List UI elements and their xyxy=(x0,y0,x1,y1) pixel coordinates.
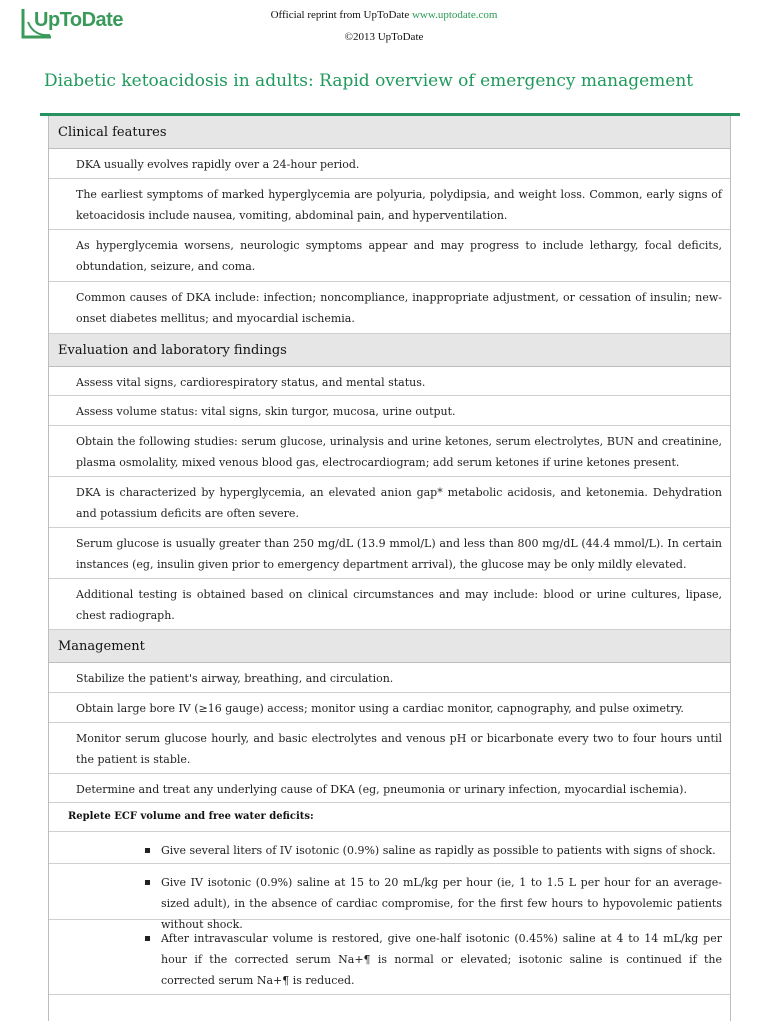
section-header-clinical: Clinical features xyxy=(49,116,730,149)
table-row: Serum glucose is usually greater than 250 mg/dL (13.9 mmol/L) and less than 800 mg/dL (44.4 mmol/L). In certain instances (eg, insulin given prior to emergency department arrival), the glucose may be only mildly elevated. xyxy=(49,528,730,579)
reprint-line xyxy=(0,9,768,21)
table-row: Monitor serum glucose hourly, and basic electrolytes and venous pH or bicarbonate every two to four hours until the patient is stable. xyxy=(49,723,730,774)
bullet-text: After intravascular volume is restored, give one-half isotonic (0.45%) saline at 4 to 14 mL/kg per hour if the corrected serum Na+¶ is normal or elevated; isotonic saline is continued if the corrected serum Na+¶ is reduced. xyxy=(161,932,722,987)
table-row: Additional testing is obtained based on clinical circumstances and may include: blood or urine cultures, lipase, chest radiograph. xyxy=(49,579,730,630)
bullet-text: Give several liters of IV isotonic (0.9%) saline as rapidly as possible to patients with signs of shock. xyxy=(161,844,716,857)
table-continuation xyxy=(49,995,730,1021)
table-row: Obtain the following studies: serum glucose, urinalysis and urine ketones, serum electrolytes, BUN and creatinine, plasma osmolality, mixed venous blood gas, electrocardiogram; add serum ketones if urine ketones present. xyxy=(49,426,730,477)
table-row: The earliest symptoms of marked hyperglycemia are polyuria, polydipsia, and weight loss. Common, early signs of ketoacidosis include nausea, vomiting, abdominal pain, and hyperventilation. xyxy=(49,179,730,230)
section-header-management: Management xyxy=(49,630,730,663)
bullet-icon xyxy=(145,936,150,941)
bullet-icon xyxy=(145,848,150,853)
page-title: Diabetic ketoacidosis in adults: Rapid overview of emergency management xyxy=(44,71,694,91)
reprint-url[interactable]: www.uptodate.com xyxy=(411,9,498,21)
reprint-text: Official reprint from UpToDate xyxy=(270,9,410,21)
table-row: DKA is characterized by hyperglycemia, an elevated anion gap* metabolic acidosis, and ketonemia. Dehydration and potassium deficits are often severe. xyxy=(49,477,730,528)
copyright: ©2013 UpToDate xyxy=(344,31,424,43)
bullet-item xyxy=(49,920,730,995)
bullet-icon xyxy=(145,880,150,885)
bullet-text: Give IV isotonic (0.9%) saline at 15 to 20 mL/kg per hour (ie, 1 to 1.5 L per hour for an average-sized adult), in the absence of cardiac compromise, for the first few hours to hypovolemic patients without shock. xyxy=(161,876,722,931)
table-row: Assess vital signs, cardiorespiratory status, and mental status. xyxy=(49,367,730,396)
table-row: Determine and treat any underlying cause of DKA (eg, pneumonia or urinary infection, myocardial ischemia). xyxy=(49,774,730,803)
subsection-heading: Replete ECF volume and free water deficits: xyxy=(49,803,730,832)
overview-table xyxy=(48,116,731,1021)
table-row: Obtain large bore IV (≥16 gauge) access; monitor using a cardiac monitor, capnography, and pulse oximetry. xyxy=(49,693,730,723)
bullet-item xyxy=(49,864,730,931)
table-row: As hyperglycemia worsens, neurologic symptoms appear and may progress to include lethargy, focal deficits, obtundation, seizure, and coma. xyxy=(49,230,730,282)
logo-text: UpToDate xyxy=(34,9,123,31)
table-row: Common causes of DKA include: infection; noncompliance, inappropriate adjustment, or cessation of insulin; new-onset diabetes mellitus; and myocardial ischemia. xyxy=(49,282,730,334)
table-row: Assess volume status: vital signs, skin turgor, mucosa, urine output. xyxy=(49,396,730,426)
table-row: Stabilize the patient's airway, breathing, and circulation. xyxy=(49,663,730,693)
table-row: DKA usually evolves rapidly over a 24-hour period. xyxy=(49,149,730,179)
bullet-item xyxy=(49,832,730,864)
section-header-evaluation: Evaluation and laboratory findings xyxy=(49,334,730,367)
